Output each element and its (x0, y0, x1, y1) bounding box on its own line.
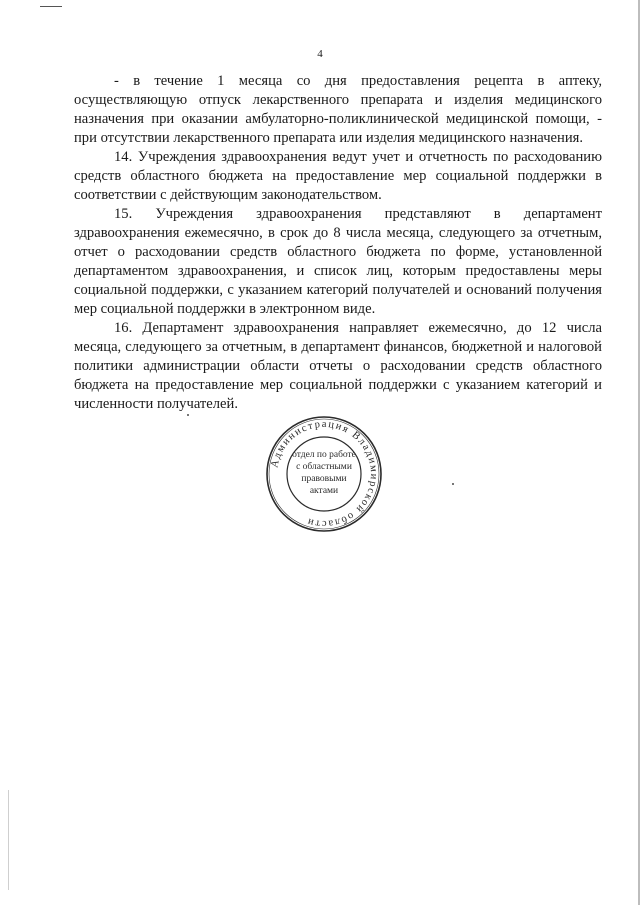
stamp-ring-text: Администрация Владимирской области (269, 418, 380, 530)
scan-artifact (40, 6, 62, 7)
stamp-center-line: правовыми (301, 474, 347, 484)
page-number: 4 (317, 48, 323, 60)
stamp-center-line: отдел по работе (292, 450, 356, 460)
document-body (74, 72, 602, 414)
stamp-center-line: актами (309, 486, 339, 496)
paragraph-dash-item: - в течение 1 месяца со дня предоставления рецепта в аптеку, осуществляющую отпуск лекарственного препарата и изделия медицинского назначения при оказании амбулаторно-поликлинической медицинской помощи, - при отсутствии лекарственного препарата или изделия медицинского назначения. (74, 73, 602, 146)
official-stamp (264, 414, 384, 534)
paragraph-14: 14. Учреждения здравоохранения ведут учет и отчетность по расходованию средств областного бюджета на предоставление мер социальной поддержки в соответствии с действующим законодательством. (74, 149, 602, 203)
paragraph-16: 16. Департамент здравоохранения направляет ежемесячно, до 12 числа месяца, следующего за отчетным, в департамент финансов, бюджетной и налоговой политики администрации области отчеты о расходовании средств областного бюджета на предоставление мер социальной поддержки с указанием категорий и численности получателей. (74, 320, 602, 412)
scan-speck (452, 483, 454, 485)
paragraph-15: 15. Учреждения здравоохранения представляют в департамент здравоохранения ежемесячно, в срок до 8 числа месяца, следующего за отчетным, отчет о расходовании средств областного бюджета по форме, установленной департаментом здравоохранения, и список лиц, которым предоставлены меры социальной поддержки, с указанием категорий получателей и оснований получения мер социальной поддержки в электронном виде. (74, 206, 602, 317)
scan-edge (8, 790, 9, 890)
stamp-seal-icon (264, 414, 384, 534)
stamp-center-line: с областными (296, 462, 352, 472)
scan-speck (187, 414, 189, 416)
